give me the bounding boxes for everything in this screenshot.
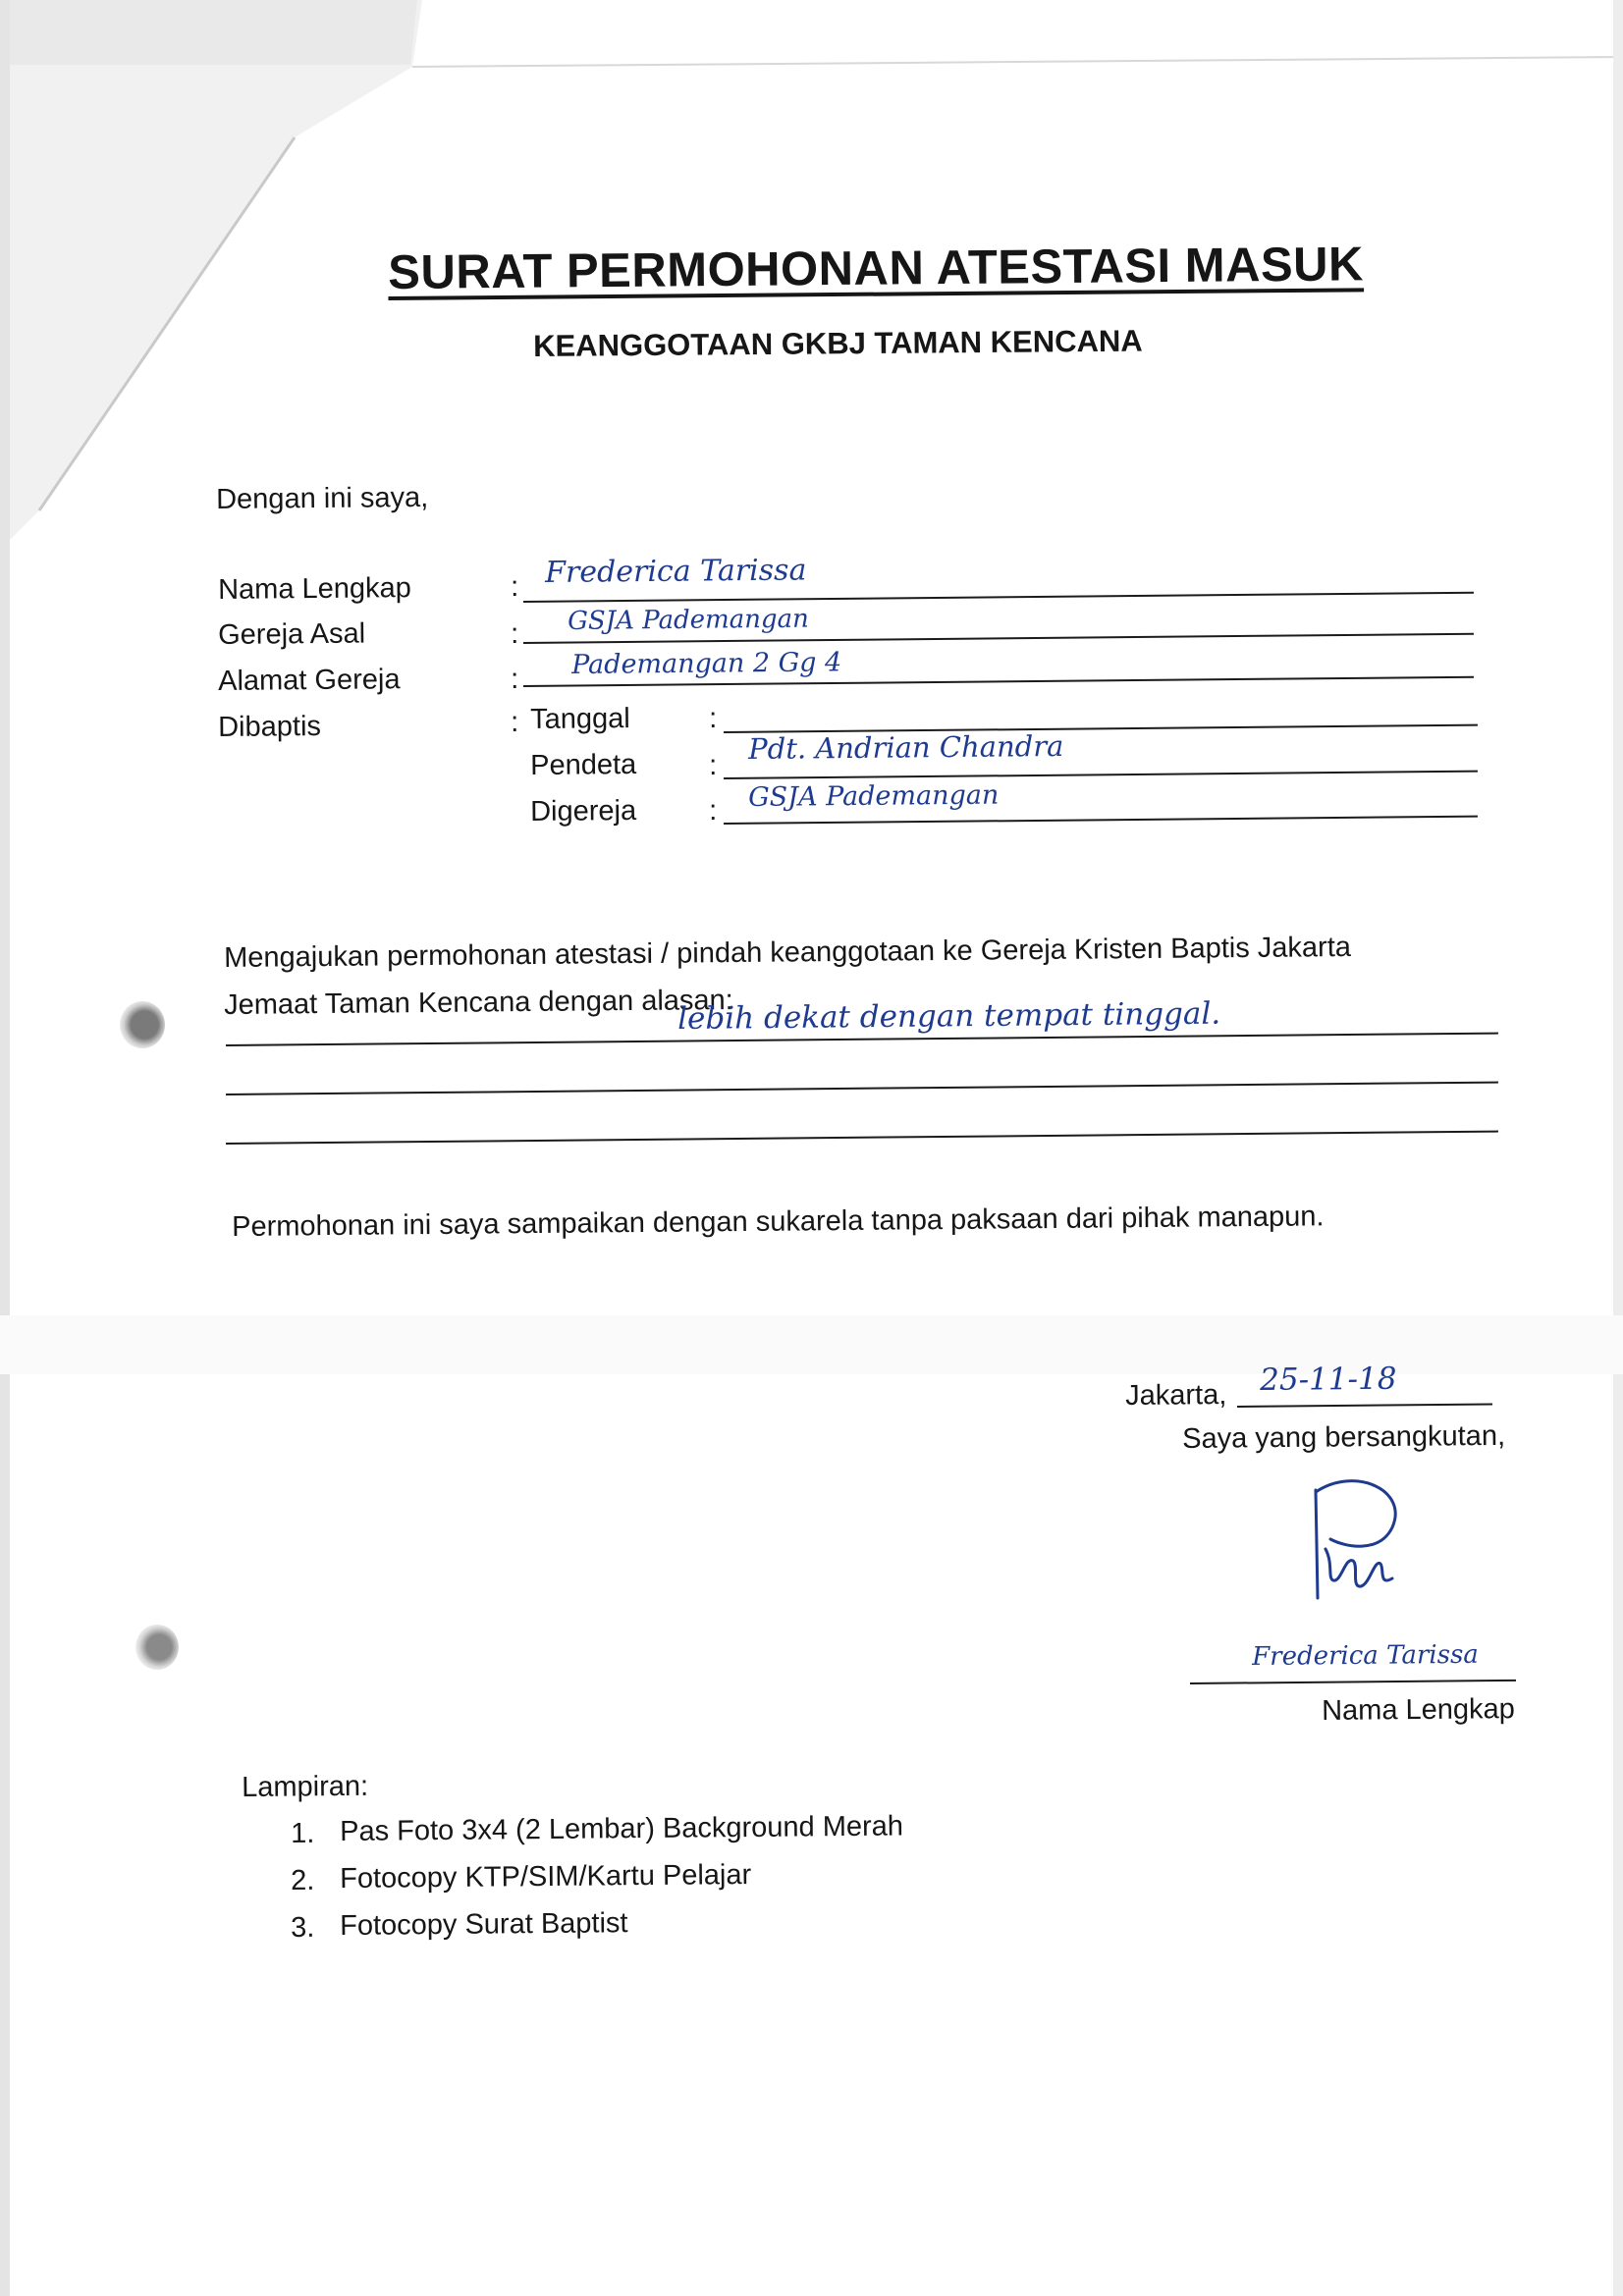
signer-name-caption: Nama Lengkap [1322,1693,1515,1727]
attachment-text-2: Fotocopy KTP/SIM/Kartu Pelajar [340,1858,752,1895]
baptis-line-digereja [724,816,1478,825]
signer-name-line [1190,1680,1516,1684]
baptis-value-digereja: GSJA Pademangan [748,779,1000,813]
attachment-text-1: Pas Foto 3x4 (2 Lembar) Background Merah [340,1810,904,1847]
field-label-nama: Nama Lengkap [218,572,411,606]
field-line-nama [523,592,1474,603]
field-label-alamat-gereja: Alamat Gereja [218,664,401,697]
request-reason: lebih dekat dengan tempat tinggal. [677,995,1221,1037]
baptis-label-pendeta: Pendeta [530,748,637,781]
signer-handwritten-name: Frederica Tarissa [1252,1639,1479,1672]
field-colon-gereja-asal: : [511,617,519,650]
document-subtitle: KEANGGOTAAN GKBJ TAMAN KENCANA [533,323,1143,363]
field-label-gereja-asal: Gereja Asal [218,617,366,651]
baptis-value-pendeta: Pdt. Andrian Chandra [748,728,1064,766]
punch-hole-bottom [135,1625,179,1670]
baptis-colon-pendeta: : [709,749,718,781]
signature-date: 25-11-18 [1260,1361,1397,1398]
field-value-alamat-gereja: Pademangan 2 Gg 4 [571,647,842,680]
document-title: SURAT PERMOHONAN ATESTASI MASUK [388,238,1365,299]
attachment-num-1: 1. [291,1817,315,1849]
field-colon-nama: : [511,570,519,603]
request-line-2: Jemaat Taman Kencana dengan alasan: [224,985,733,1021]
field-value-gereja-asal: GSJA Pademangan [568,604,809,636]
signature-date-line [1237,1404,1492,1408]
baptis-colon: : [511,706,519,738]
intro-text: Dengan ini saya, [216,481,429,515]
field-colon-alamat-gereja: : [511,663,519,695]
baptis-label-tanggal: Tanggal [530,703,630,735]
attachment-num-3: 3. [291,1911,315,1944]
handwritten-signature [1276,1470,1424,1618]
baptis-label-digereja: Digereja [530,794,637,828]
request-line-1: Mengajukan permohonan atestasi / pindah keanggotaan ke Gereja Kristen Baptis Jakarta [224,931,1352,974]
signer-label: Saya yang bersangkutan, [1182,1419,1506,1455]
baptis-colon-tanggal: : [709,702,718,734]
field-value-nama: Frederica Tarissa [545,553,807,590]
reason-line-2 [226,1082,1498,1095]
baptis-label: Dibaptis [218,710,322,743]
baptis-line-pendeta [724,771,1478,779]
attachment-num-2: 2. [291,1864,315,1896]
baptis-colon-digereja: : [709,794,718,827]
signature-place: Jakarta, [1125,1379,1227,1412]
attachments-label: Lampiran: [242,1770,369,1803]
voluntary-statement: Permohonan ini saya sampaikan dengan sukarela tanpa paksaan dari pihak manapun. [232,1201,1325,1243]
punch-hole-top [120,1001,165,1048]
reason-line-3 [226,1131,1498,1145]
attachment-text-3: Fotocopy Surat Baptist [340,1907,628,1942]
